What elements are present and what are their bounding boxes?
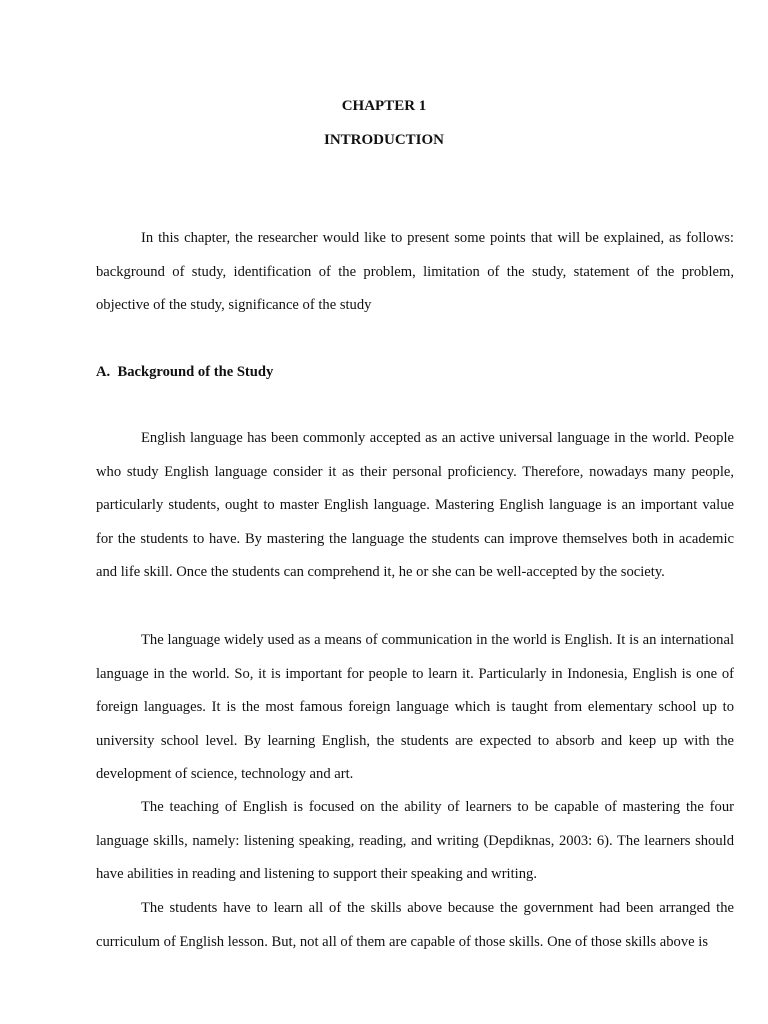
chapter-title: INTRODUCTION xyxy=(323,132,444,148)
body-paragraph: The students have to learn all of the skills above because the government had been arranged the curriculum of English lesson. But, not all of them are capable of those skills. One of those skills above is xyxy=(96,900,734,950)
intro-paragraph: In this chapter, the researcher would like to present some points that will be explained, as follows: background of study, identification of the problem, limitation of the study, statement of the problem, objective of the study, significance of the study xyxy=(96,230,734,313)
body-paragraph: English language has been commonly accepted as an active universal language in the world. People who study English language consider it as their personal proficiency. Therefore, nowadays many people, particularly students, ought to master English language. Mastering English language is an important value for the students to have. By mastering the language the students can improve themselves both in academic and life skill. Once the students can comprehend it, he or she can be well-accepted by the society. xyxy=(96,430,734,580)
chapter-number: CHAPTER 1 xyxy=(341,98,427,114)
body-paragraph: The language widely used as a means of communication in the world is English. It is an international language in the world. So, it is important for people to learn it. Particularly in Indonesia, English is one of foreign languages. It is the most famous foreign language which is taught from elementary school up to university school level. By learning English, the students are expected to absorb and keep up with the development of science, technology and art. xyxy=(96,632,734,782)
body-paragraph: The teaching of English is focused on the ability of learners to be capable of mastering the four language skills, namely: listening speaking, reading, and writing (Depdiknas, 2003: 6). The learners should have abilities in reading and listening to support their speaking and writing. xyxy=(96,799,734,882)
section-heading-background: A. Background of the Study xyxy=(96,364,274,380)
